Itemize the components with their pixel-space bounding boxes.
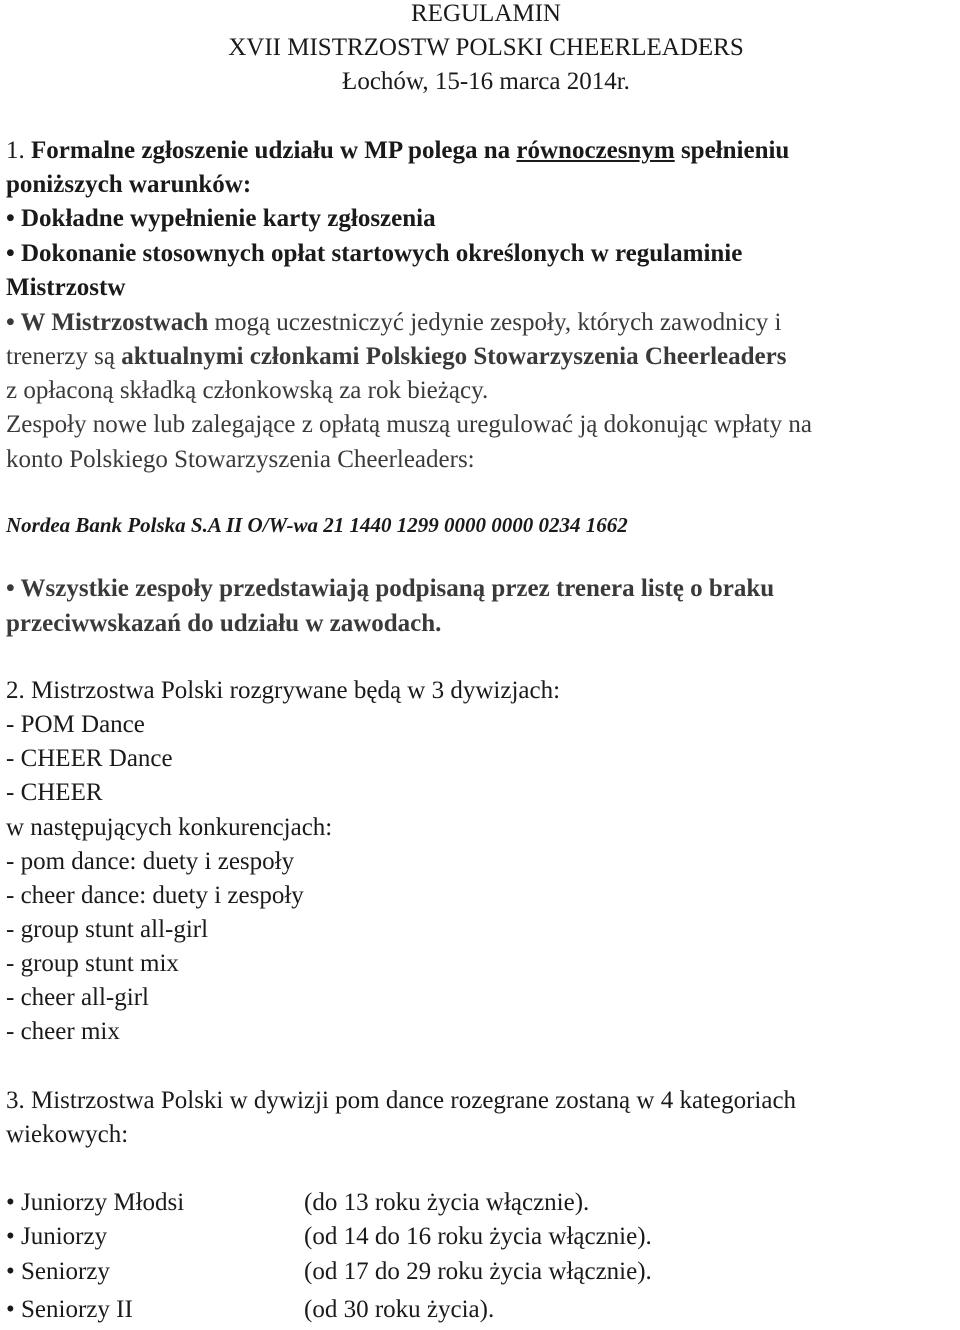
membership-line2: [6, 340, 786, 374]
section1-line2: poniższych warunków:: [6, 171, 252, 198]
competition-item: - pom dance: duety i zespoły: [6, 848, 295, 875]
requirement-bullet-2: • Dokonanie stosownych opłat startowych określonych w regulaminie: [6, 240, 743, 267]
competition-item: - cheer all-girl: [6, 984, 149, 1011]
bank-account: Nordea Bank Polska S.A II O/W-wa 21 1440 1299 0000 0000 0234 1662: [6, 513, 628, 537]
document-title: REGULAMIN: [411, 0, 561, 27]
division-item: - CHEER Dance: [6, 745, 173, 772]
age-category-range: (od 30 roku życia).: [304, 1296, 495, 1323]
medical-bullet-cont: przeciwwskazań do udziału w zawodach.: [6, 610, 442, 637]
membership-text-a: mogą uczestniczyć jedynie zespoły, których zawodnicy i: [214, 309, 782, 336]
payment-line2: konto Polskiego Stowarzyszenia Cheerleaders:: [6, 446, 475, 473]
competition-item: - group stunt all-girl: [6, 916, 209, 943]
membership-bold-b: aktualnymi członkami Polskiego Stowarzyszenia Cheerleaders: [121, 343, 787, 370]
age-category-row: [6, 1293, 495, 1327]
competition-item: - cheer dance: duety i zespoły: [6, 882, 304, 909]
competitions-intro: w następujących konkurencjach:: [6, 814, 333, 841]
section2-intro: 2. Mistrzostwa Polski rozgrywane będą w 3 dywizjach:: [6, 677, 561, 704]
section1-underlined-word: równoczesnym: [516, 137, 675, 164]
age-category-name: • Juniorzy Młodsi: [6, 1189, 185, 1216]
requirement-bullet-1: • Dokładne wypełnienie karty zgłoszenia: [6, 205, 436, 232]
section1-text-b: spełnieniu: [680, 137, 790, 164]
section1-text-a: Formalne zgłoszenie udziału w MP polega na: [31, 137, 511, 164]
age-category-range: (od 17 do 29 roku życia włącznie).: [304, 1258, 652, 1285]
competition-item: - group stunt mix: [6, 950, 179, 977]
age-category-row: [6, 1220, 652, 1254]
membership-bullet: [6, 306, 781, 340]
section1-number: 1.: [6, 137, 25, 164]
age-category-name: • Juniorzy: [6, 1223, 108, 1250]
section3-intro-cont: wiekowych:: [6, 1121, 129, 1148]
division-item: - CHEER: [6, 779, 103, 806]
membership-bold-a: • W Mistrzostwach: [6, 309, 209, 336]
section1-line1: [6, 134, 789, 168]
age-category-row: [6, 1186, 590, 1220]
division-item: - POM Dance: [6, 711, 145, 738]
payment-line1: Zespoły nowe lub zalegające z opłatą muszą uregulować ją dokonując wpłaty na: [6, 411, 812, 438]
age-category-range: (do 13 roku życia włącznie).: [304, 1189, 590, 1216]
requirement-bullet-2-cont: Mistrzostw: [6, 274, 126, 301]
age-category-name: • Seniorzy: [6, 1258, 110, 1285]
age-category-row: [6, 1255, 652, 1289]
age-category-name: • Seniorzy II: [6, 1296, 133, 1323]
age-category-range: (od 14 do 16 roku życia włącznie).: [304, 1223, 652, 1250]
place-date: Łochów, 15-16 marca 2014r.: [342, 68, 630, 95]
membership-text-b: trenerzy są: [6, 343, 115, 370]
section3-intro: 3. Mistrzostwa Polski w dywizji pom dance rozegrane zostaną w 4 kategoriach: [6, 1087, 797, 1114]
document-subtitle: XVII MISTRZOSTW POLSKI CHEERLEADERS: [228, 34, 744, 61]
medical-bullet: • Wszystkie zespoły przedstawiają podpisaną przez trenera listę o braku: [6, 575, 775, 602]
competition-item: - cheer mix: [6, 1018, 120, 1045]
membership-line3: z opłaconą składką członkowską za rok bieżący.: [6, 377, 489, 404]
